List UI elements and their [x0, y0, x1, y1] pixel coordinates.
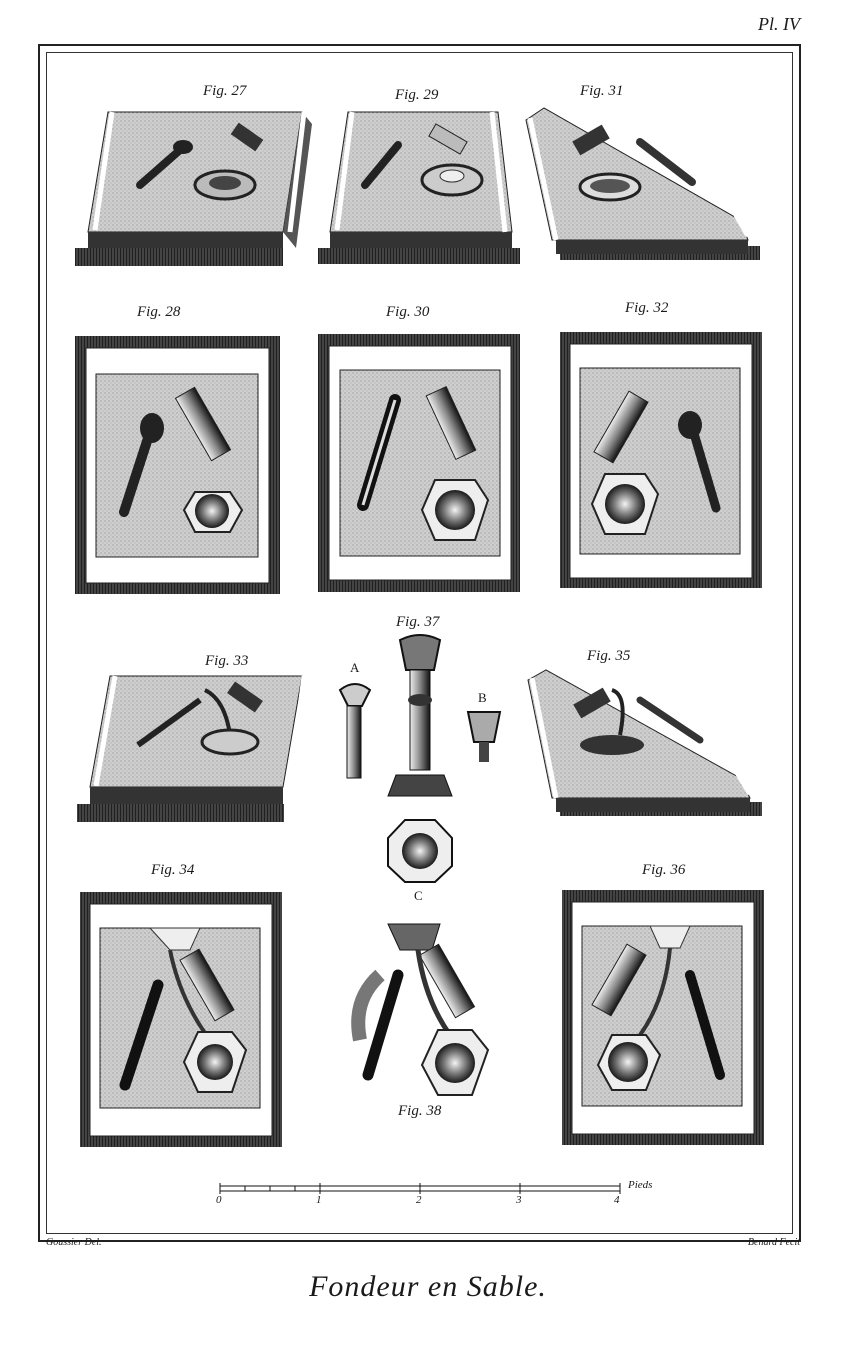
fig31-flask — [526, 108, 760, 260]
fig38-casting — [358, 924, 488, 1095]
scale-bar — [220, 1183, 620, 1194]
fig31-label: Fig. 31 — [580, 83, 624, 99]
fig37-part-a — [340, 684, 370, 778]
fig29-flask — [318, 112, 520, 264]
fig27-flask — [75, 112, 312, 266]
fig30-label: Fig. 30 — [386, 304, 430, 320]
fig27-label: Fig. 27 — [203, 83, 247, 99]
fig28-label: Fig. 28 — [137, 304, 181, 320]
credit-drawn-by: Goussier Del. — [46, 1237, 102, 1248]
fig38-label: Fig. 38 — [398, 1103, 442, 1119]
letter-a-label: A — [350, 660, 360, 675]
fig36-flask — [562, 890, 764, 1145]
plate-title: Fondeur en Sable. — [309, 1270, 547, 1303]
fig37-part-c — [388, 820, 452, 882]
fig35-flask — [528, 670, 762, 816]
fig32-label: Fig. 32 — [625, 300, 669, 316]
fig33-label: Fig. 33 — [205, 653, 249, 669]
scale-tick-2: 2 — [416, 1194, 422, 1206]
fig32-flask — [560, 332, 762, 588]
scale-tick-4: 4 — [614, 1194, 620, 1206]
fig28-flask — [75, 336, 280, 594]
scale-tick-3: 3 — [516, 1194, 522, 1206]
scale-tick-0: 0 — [216, 1194, 222, 1206]
scale-unit: Pieds — [628, 1179, 653, 1191]
fig36-label: Fig. 36 — [642, 862, 686, 878]
letter-c-label: C — [414, 888, 423, 903]
fig34-flask — [80, 892, 282, 1147]
fig30-flask — [318, 334, 520, 592]
plate-number: Pl. IV — [758, 14, 800, 34]
credit-engraved-by: Benard Fecit — [747, 1237, 800, 1248]
scale-tick-1: 1 — [316, 1194, 322, 1206]
letter-b-label: B — [478, 690, 487, 705]
fig35-label: Fig. 35 — [587, 648, 631, 664]
fig37-part-b — [468, 712, 500, 762]
fig34-label: Fig. 34 — [151, 862, 195, 878]
fig33-flask — [77, 676, 304, 822]
fig29-label: Fig. 29 — [395, 87, 439, 103]
fig37-candlestick — [388, 635, 452, 796]
fig37-label: Fig. 37 — [396, 614, 440, 630]
